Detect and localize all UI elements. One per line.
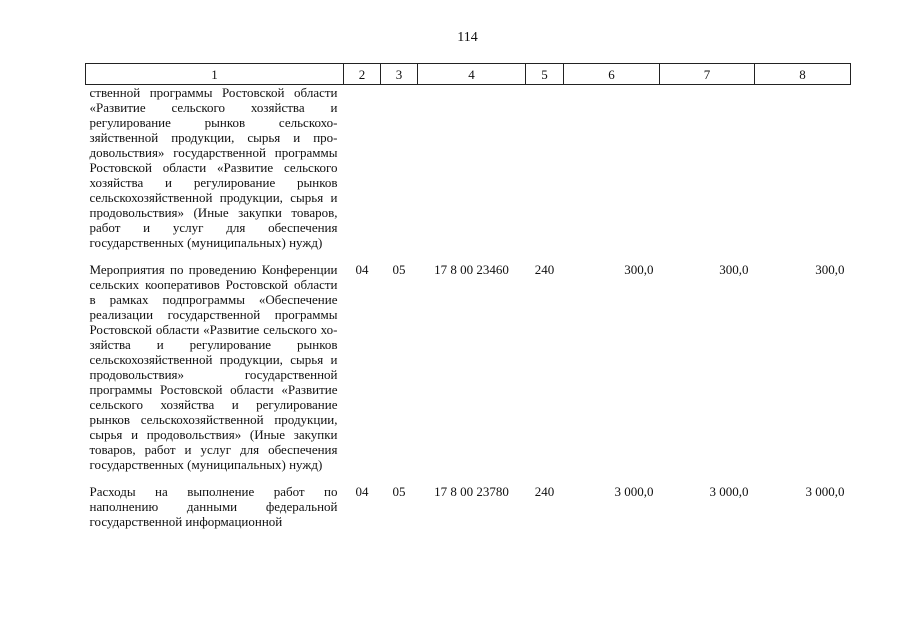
column-header: 7 [660,64,755,85]
amount-year-2 [660,85,755,263]
target-article-code [418,85,526,263]
target-article-code: 17 8 00 23780 [434,484,509,499]
section-code: 04 [355,262,369,277]
subsection-code: 05 [392,484,406,499]
amount-year-1: 3 000,0 [614,484,654,499]
amount-year-1 [564,85,660,263]
table-row [86,262,851,484]
row-description: Мероприятия по проведению Конференции сельских кооперативов Ростовской области в рамках подпрограммы «Обеспечение реализации государственной программы Ростовской области «Развитие сельского хозяйства и регулирование рынков сельскохозяйственной продукции, сырья и продовольствия» государственной программы Ростовской области «Развитие сельского хозяйства и регулирование рынков сельскохозяйственной продукции, сырья и продовольствия» (Иные закупки товаров, работ и услуг для обеспечения государственных (муниципальных) нужд) [89,262,338,472]
amount-year-1: 300,0 [624,262,654,277]
column-header: 1 [86,64,344,85]
column-header: 8 [755,64,851,85]
expense-type-code [526,85,564,263]
table-row [86,484,851,541]
expense-type-code: 240 [534,484,555,499]
page-number: 114 [457,30,478,45]
section-code: 04 [355,484,369,499]
subsection-code: 05 [392,262,406,277]
table-header-row [86,64,851,85]
row-description: Расходы на выполнение работ по наполнению данными федеральной государственной информационной [89,484,338,529]
column-header: 3 [381,64,418,85]
expense-type-code: 240 [534,262,555,277]
subsection-code [381,85,418,263]
column-header: 5 [526,64,564,85]
amount-year-2: 3 000,0 [709,484,749,499]
budget-table [85,63,851,541]
section-code [344,85,381,263]
target-article-code: 17 8 00 23460 [434,262,509,277]
row-description: ственной программы Ростовской области «Развитие сельского хозяйства и регулирование рынков сельскохозяйственной продукции, сырья и продовольствия» государственной программы Ростовской области «Развитие сельского хозяйства и регулирование рынков сельскохозяйственной продукции, сырья и продовольствия» (Иные закупки товаров, работ и услуг для обеспечения государственных (муниципальных) нужд) [89,85,338,250]
amount-year-3 [755,85,851,263]
column-header: 4 [418,64,526,85]
amount-year-3: 3 000,0 [805,484,845,499]
amount-year-2: 300,0 [719,262,749,277]
amount-year-3: 300,0 [815,262,845,277]
column-header: 6 [564,64,660,85]
column-header: 2 [344,64,381,85]
table-row [86,85,851,263]
